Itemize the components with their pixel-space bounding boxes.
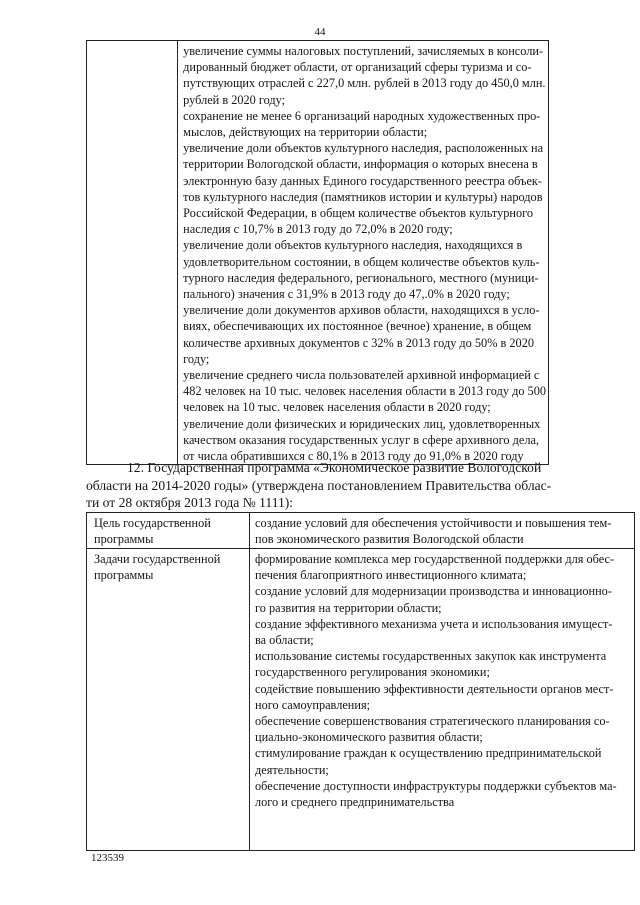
text-line: лого и среднего предпринимательства: [255, 795, 455, 810]
text-line: году;: [183, 351, 210, 366]
table-row: [87, 513, 635, 549]
indicators-text: [183, 43, 546, 464]
text-line: содействие повышению эффективности деятельности органов мест-: [255, 681, 614, 696]
program-table: [86, 512, 635, 851]
tasks-text: [255, 551, 632, 810]
text-line: увеличение доли документов архивов области, находящихся в усло-: [183, 303, 540, 318]
text-line: сохранение не менее 6 организаций народных художественных про-: [183, 108, 541, 123]
text-line: рублей в 2020 году;: [183, 92, 286, 107]
text-line: создание условий для модернизации производства и инновационно-: [255, 584, 612, 599]
text-line: ного самоуправления;: [255, 697, 371, 712]
text-line: дированный бюджет области, от организаций сферы туризма и со-: [183, 60, 532, 75]
heading-line: области на 2014-2020 годы» (утверждена постановлением Правительства облас-: [86, 477, 552, 493]
tasks-label: Задачи государственной: [94, 552, 221, 566]
tasks-label: программы: [94, 568, 154, 583]
text-line: мыслов, действующих на территории области;: [183, 125, 428, 140]
text-line: го развития на территории области;: [255, 600, 442, 615]
text-line: от числа обратившихся с 80,1% в 2013 году до 91,0% в 2020 году: [183, 449, 524, 464]
text-line: путствующих отраслей с 227,0 млн. рублей в 2013 году до 450,0 млн.: [183, 76, 546, 91]
text-line: стимулирование граждан к осуществлению предпринимательской: [255, 746, 602, 761]
indicators-table: [86, 40, 549, 465]
text-line: территории Вологодской области, информация о которых внесена в: [183, 157, 538, 172]
text-line: государственного регулирования экономики;: [255, 665, 490, 680]
goal-label-cell: [87, 513, 250, 549]
table-row: [87, 41, 549, 465]
text-line: обеспечение совершенствования стратегического планирования со-: [255, 714, 610, 729]
text-line: 482 человек на 10 тыс. человек населения области в 2013 году до 500: [183, 384, 546, 399]
text-line: тов культурного наследия (памятников истории и культуры) народов: [183, 189, 543, 204]
text-line: качеством оказания государственных услуг в сфере архивного дела,: [183, 432, 539, 447]
text-line: печения благоприятного инвестиционного климата;: [255, 568, 527, 583]
tasks-value-cell: [250, 549, 635, 851]
page-number: 44: [314, 26, 326, 38]
text-line: электронную базу данных Единого государственного реестра объек-: [183, 173, 542, 188]
text-line: наследия с 10,7% в 2013 году до 72,0% в 2020 году;: [183, 222, 453, 237]
text-line: увеличение доли объектов культурного наследия, находящихся в: [183, 238, 523, 253]
text-line: пального) значения с 31,9% в 2013 году до 47,.0% в 2020 году;: [183, 287, 510, 302]
goal-label: Цель государственной: [94, 516, 211, 530]
goal-value: создание условий для обеспечения устойчивости и повышения тем-: [255, 516, 612, 530]
document-id: 123539: [91, 852, 124, 864]
text-line: человек на 10 тыс. человек населения области в 2020 году;: [183, 400, 491, 415]
table-row: [87, 549, 635, 851]
text-line: удовлетворительном состоянии, в общем количестве объектов куль-: [183, 254, 540, 269]
text-line: ва области;: [255, 633, 314, 648]
text-line: количестве архивных документов с 32% в 2013 году до 50% в 2020: [183, 335, 534, 350]
text-line: увеличение суммы налоговых поступлений, зачисляемых в консоли-: [183, 44, 544, 58]
tasks-label-cell: [87, 549, 250, 851]
text-line: формирование комплекса мер государственной поддержки для обес-: [255, 552, 615, 566]
section-heading: [86, 459, 635, 512]
indicators-label-cell: [87, 41, 178, 465]
text-line: виях, обеспечивающих их постоянное (вечное) хранение, в общем: [183, 319, 532, 334]
text-line: создание эффективного механизма учета и использования имущест-: [255, 616, 613, 631]
text-line: циально-экономического развития области;: [255, 730, 483, 745]
heading-line: 12. Государственная программа «Экономическое развитие Вологодской: [127, 460, 542, 475]
text-line: турного наследия федерального, регионального, местного (муници-: [183, 270, 539, 285]
indicators-value-cell: [178, 41, 549, 465]
goal-value-cell: [250, 513, 635, 549]
goal-label: программы: [94, 532, 154, 547]
text-line: использование системы государственных закупок как инструмента: [255, 649, 607, 664]
text-line: увеличение доли объектов культурного наследия, расположенных на: [183, 141, 544, 156]
text-line: увеличение доли физических и юридических лиц, удовлетворенных: [183, 416, 541, 431]
text-line: обеспечение доступности инфраструктуры поддержки субъектов ма-: [255, 778, 617, 793]
text-line: увеличение среднего числа пользователей архивной информацией с: [183, 368, 540, 383]
goal-value: пов экономического развития Вологодской области: [255, 532, 524, 547]
text-line: Российской Федерации, в общем количестве объектов культурного: [183, 206, 533, 221]
heading-line: ти от 28 октября 2013 года № 1111):: [86, 495, 294, 511]
text-line: деятельности;: [255, 762, 329, 777]
